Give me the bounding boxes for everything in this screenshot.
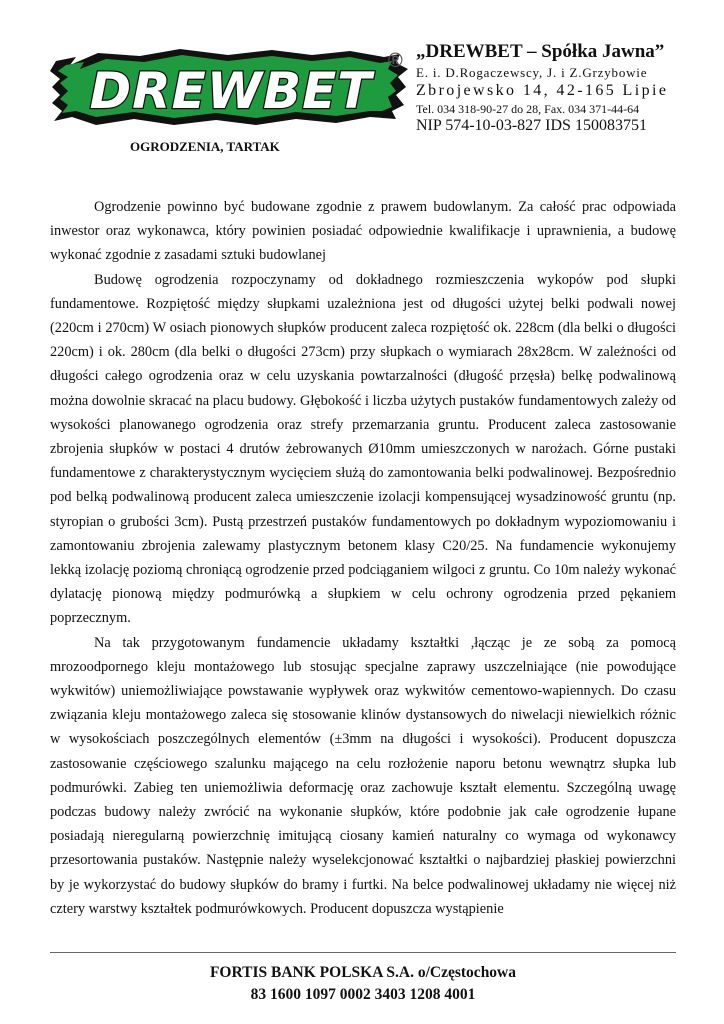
drewbet-logo	[50, 45, 412, 129]
company-info	[416, 42, 668, 134]
paragraph-2: Budowę ogrodzenia rozpoczynamy od dokładnego rozmieszczenia wykopów pod słupki fundamentowe. Rozpiętość między słupkami uzależniona jest od długości użytej belki podwali nowej (220cm i 270cm) W osiach pionowych słupków producent zaleca rozpiętość ok. 228cm (dla belki o długości 220cm) i ok. 280cm (dla belki o długości 273cm) przy słupkach o wymiarach 28x28cm. W zależności od długości całego ogrodzenia oraz w celu uzyskania powtarzalności (długość przęsła) belkę podwalinową można dowolnie skracać na placu budowy. Głębokość i liczba użytych pustaków fundamentowych zależy od wysokości planowanego ogrodzenia oraz strefy przemarzania gruntu. Producent zaleca zastosowanie zbrojenia słupków w postaci 4 drutów żebrowanych Ø10mm umieszczonych w narożach. Górne pustaki fundamentowe z charakterystycznym wycięciem służą do zamontowania belki podwalinowej. Bezpośrednio pod belką podwalinową producent zaleca umieszczenie izolacji kompensującej wysadzinowość gruntu (np. styropian o grubości 3cm). Pustą przestrzeń pustaków fundamentowych po dokładnym wypoziomowaniu i zamontowaniu zbrojenia zalewamy plastycznym betonem klasy C20/25. Na fundamencie wykonujemy lekką izolację poziomą chroniącą ogrodzenie przed podciąganiem wilgoci z gruntu. Co 10m należy wykonać dylatację pionową między podmurówką a słupkiem w celu ochrony ogrodzenia przed pękaniem poprzecznym.	[50, 271, 676, 627]
paragraph-1: Ogrodzenie powinno być budowane zgodnie z prawem budowlanym. Za całość prac odpowiada inwestor oraz wykonawca, który powinien posiadać odpowiednie kwalifikacje i uprawnienia, a budowę wykonać zgodnie z zasadami sztuki budowlanej	[50, 199, 676, 264]
document-body	[50, 195, 676, 921]
paragraph-3: Na tak przygotowanym fundamencie układamy kształtki ,łącząc je ze sobą za pomocą mrozoodpornego kleju montażowego lub stosując specjalne zaprawy uszczelniające (nie powodujące wykwitów) uniemożliwiające powstawanie wypływek oraz wykwitów cementowo-wapiennych. Do czasu związania kleju montażowego zaleca się stosowanie klinów dystansowych do niwelacji niewielkich różnic w wysokościach poszczególnych elementów (±3mm na długości i wysokości). Producent dopuszcza zastosowanie częściowego szalunku mającego na celu rozłożenie naporu betonu wewnątrz słupka lub podmurówki. Zabieg ten uniemożliwia deformację oraz zachowuje kształt elementu. Szczególną uwagę podczas budowy należy zwrócić na wykonanie słupków, które podobnie jak całe ogrodzenie łupane posiadają nieregularną powierzchnię imitującą ciosany kamień naturalny co wymaga od wykonawcy przesortowania pustaków. Następnie należy wyselekcjonować kształtki o najbardziej płaskiej powierzchni by je wykorzystać do budowy słupków do bramy i furtki. Na belce podwalinowej układamy nie więcej niż cztery warstwy kształtek podmurówkowych. Producent dopuszcza wystąpienie	[50, 634, 676, 917]
footer	[50, 962, 676, 1006]
company-name: „DREWBET – Spółka Jawna”	[416, 41, 665, 62]
footer-bank: FORTIS BANK POLSKA S.A. o/Częstochowa	[209, 964, 517, 981]
registered-mark: ®	[388, 50, 403, 72]
company-ids: NIP 574-10-03-827 IDS 150083751	[416, 117, 647, 134]
company-owners: E. i. D.Rogaczewscy, J. i Z.Grzybowie	[416, 65, 648, 80]
logo-text: DREWBET	[89, 62, 373, 120]
company-address: Zbrojewsko 14, 42-165 Lipie	[416, 82, 669, 99]
company-contact: Tel. 034 318-90-27 do 28, Fax. 034 371-44-64	[416, 102, 640, 116]
footer-account: 83 1600 1097 0002 3403 1208 4001	[250, 986, 476, 1003]
logo-graphic	[50, 45, 412, 129]
subtitle: OGRODZENIA, TARTAK	[130, 139, 280, 154]
footer-divider	[50, 952, 676, 953]
